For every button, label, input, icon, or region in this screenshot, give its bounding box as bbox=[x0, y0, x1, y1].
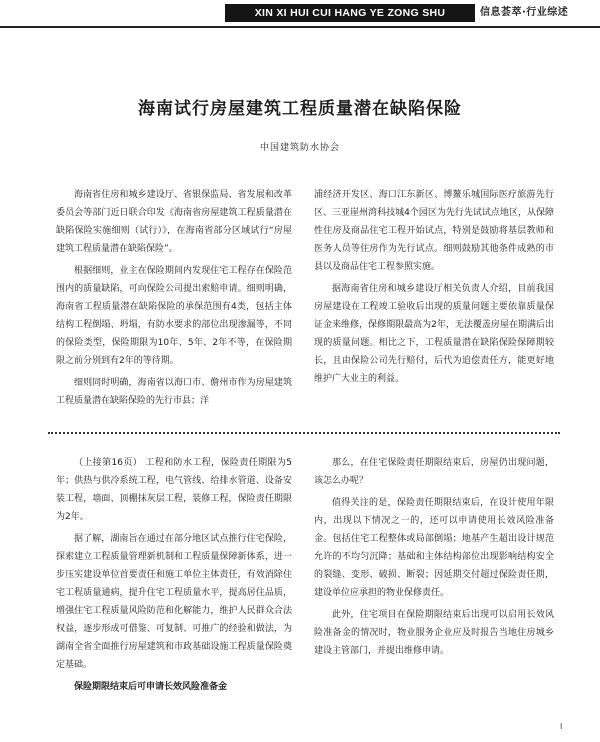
subheading: 保险期限结束后可申请长效风险准备金 bbox=[74, 682, 228, 692]
page-mark: I bbox=[560, 722, 563, 731]
column-top-left bbox=[56, 186, 292, 414]
paragraph: 此外，住宅项目在保险期限结束后出现可以启用长效风险准备金的情况时，物业服务企业应及时报告当地住房城乡建设主管部门，并提出维修申请。 bbox=[314, 610, 554, 656]
paragraph: 海南省住房和城乡建设厅、省银保监局、省发展和改革委员会等部门近日联合印发《海南省房屋建筑工程质量潜在缺陷保险实施细则（试行）》，在海南省部分区域试行“房屋建筑工程质量潜在缺陷保险”。 bbox=[56, 190, 292, 254]
column-bottom-right bbox=[314, 454, 554, 664]
paragraph: 那么，在住宅保险责任期限结束后，房屋仍出现问题，该怎么办呢？ bbox=[314, 458, 554, 486]
article-author: 中国建筑防水协会 bbox=[259, 143, 340, 153]
running-title: XIN XI HUI CUI HANG YE ZONG SHU bbox=[225, 4, 475, 22]
paragraph: 细则同时明确，海南省以海口市、儋州市作为房屋建筑工程质量潜在缺陷保险的先行市县；洋 bbox=[56, 378, 292, 406]
paragraph: 据了解，湖南旨在通过在部分地区试点推行住宅保险，探索建立工程质量管理新机制和工程质量保障新体系，进一步压实建设单位首要责任和施工单位主体责任，有效消除住宅工程质量通病，提升住宅工程质量水平，提高居住品质，增强住宅工程质量风险防范和化解能力，维护人民群众合法权益，逐步形成可借鉴、可复制、可推广的经验和做法，为湖南全省全面推行房屋建筑和市政基础设施工程质量保险奠定基础。 bbox=[56, 534, 292, 670]
paragraph: 浦经济开发区、海口江东新区、博鳌乐城国际医疗旅游先行区、三亚崖州湾科技城4个园区为先行先试试点地区，从保障性住房及商品住宅工程开始试点，特别是鼓励将基层教师和医务人员等住房作为先行试点。细则鼓励其他条件成熟的市县以及商品住宅工程参照实施。 bbox=[314, 190, 554, 272]
paragraph: 据海南省住房和城乡建设厅相关负责人介绍，目前我国房屋建设在工程竣工验收后出现的质量问题主要依靠质量保证金来维修，保修期限最高为2年，无法覆盖房屋在期满后出现的质量问题。相比之下，工程质量潜在缺陷保险保障期较长，且由保险公司先行赔付，后代为追偿责任方，能更好地维护广大业主的利益。 bbox=[314, 284, 554, 384]
article-title: 海南试行房屋建筑工程质量潜在缺陷保险 bbox=[138, 99, 462, 119]
section-divider bbox=[48, 432, 560, 434]
page-header bbox=[0, 0, 600, 28]
column-bottom-left bbox=[56, 454, 292, 700]
paragraph: （上接第16页） 工程和防水工程，保险责任期限为5年；供热与供冷系统工程，电气管线、给排水管道、设备安装工程，墙面、顶棚抹灰层工程，装修工程，保险责任期限为2年。 bbox=[56, 458, 292, 522]
header-left-blank bbox=[0, 0, 225, 22]
section-label: 信息荟萃·行业综述 bbox=[480, 7, 569, 18]
paragraph: 根据细则，业主在保险期间内发现住宅工程存在保险范围内的质量缺陷，可向保险公司提出索赔申请。细则明确，海南省工程质量潜在缺陷保险的承保范围有4类，包括主体结构工程倒塌、坍塌，有防水要求的部位出现渗漏等，不同的保险类型，保险期限为10年、5年、2年不等，在保险期限之前分别到有2年的等待期。 bbox=[56, 266, 292, 366]
column-top-right bbox=[314, 186, 554, 392]
paragraph: 值得关注的是，保险责任期限结束后，在设计使用年限内，出现以下情况之一的，还可以申请使用长效风险准备金。包括住宅工程整体或局部倒塌；地基产生超出设计规范允许的不均匀沉降；基础和主体结构部位出现影响结构安全的裂缝、变形、破损、断裂；因延期交付超过保险责任期，建设单位应承担的物业保修责任。 bbox=[314, 498, 554, 598]
